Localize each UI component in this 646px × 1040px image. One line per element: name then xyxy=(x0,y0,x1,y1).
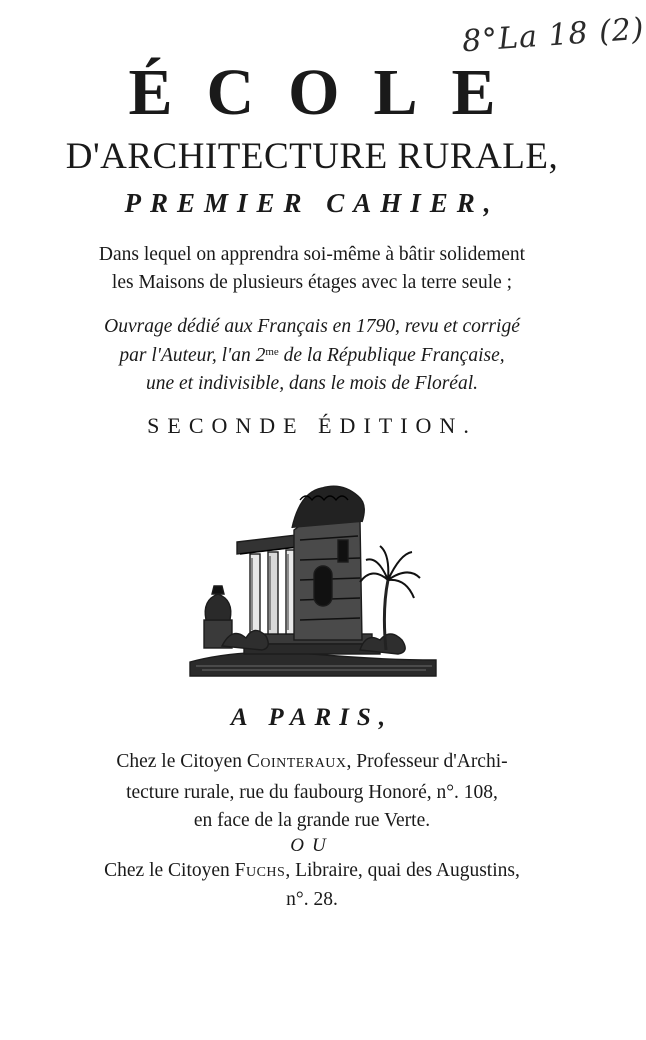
imprint-line-3: en face de la grande rue Verte. xyxy=(193,810,431,831)
dedication-line-2 xyxy=(0,346,624,366)
imprint-line-1 xyxy=(0,752,624,772)
imprint-line-5: n°. 28. xyxy=(286,889,338,910)
imprint-line-4 xyxy=(0,861,624,881)
imprint-line-4-start: Chez le Citoyen xyxy=(104,860,235,881)
description-line-1: Dans lequel on apprendra soi-même à bâtir solidement xyxy=(98,244,526,265)
dedication-line-2-end: de la République Française, xyxy=(278,345,505,366)
imprint-line-1-start: Chez le Citoyen xyxy=(116,751,247,772)
imprint-city: A PARIS, xyxy=(230,704,394,731)
title-main: ÉCOLE xyxy=(128,56,530,129)
publisher-name-cointeraux: Cointeraux xyxy=(246,751,347,772)
library-shelfmark: 8°La 18 (2) xyxy=(461,11,646,60)
publisher-name-fuchs: Fuchs xyxy=(234,860,286,881)
edition-label: SECONDE ÉDITION. xyxy=(147,413,477,438)
description-line-2: les Maisons de plusieurs étages avec la terre seule ; xyxy=(111,272,513,293)
ordinal-superscript: me xyxy=(265,346,279,358)
volume-label: PREMIER CAHIER, xyxy=(124,188,500,218)
imprint-or: OU xyxy=(290,835,334,856)
dedication-line-2-start: par l'Auteur, l'an 2 xyxy=(119,345,266,366)
dedication-line-1: Ouvrage dédié aux Français en 1790, revu et corrigé xyxy=(104,316,520,337)
dedication-line-3: une et indivisible, dans le mois de Floréal. xyxy=(146,373,478,394)
title-subtitle: D'ARCHITECTURE RURALE, xyxy=(65,136,559,177)
imprint-line-1-end: , Professeur d'Archi- xyxy=(346,751,508,772)
ruin-vignette-image xyxy=(182,470,444,680)
imprint-line-2: tecture rurale, rue du faubourg Honoré, n°. 108, xyxy=(126,782,498,803)
imprint-line-4-end: , Libraire, quai des Augustins, xyxy=(285,860,520,881)
